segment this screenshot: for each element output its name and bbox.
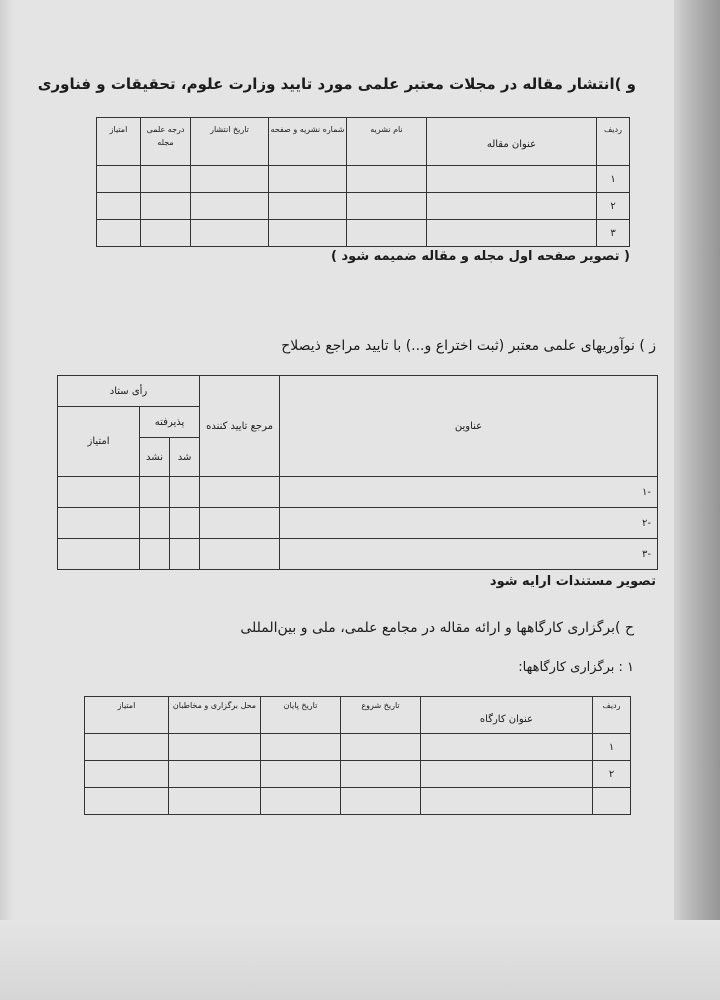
table-row xyxy=(58,477,658,508)
row-label: -۱ xyxy=(280,477,658,508)
section-h-subheading: ۱ : برگزاری کارگاهها: xyxy=(518,660,634,675)
table-cell xyxy=(85,761,169,788)
col-header-accepted: پذیرفته xyxy=(140,407,200,438)
scan-right-edge xyxy=(674,0,720,1000)
table-cell xyxy=(169,788,261,815)
col-header-venue-audience: محل برگزاری و مخاطبان xyxy=(169,697,261,734)
col-header-titles: عناوین xyxy=(280,376,658,477)
table-cell xyxy=(141,166,191,193)
table-row xyxy=(58,539,658,570)
table-cell xyxy=(141,193,191,220)
articles-table xyxy=(96,117,630,247)
col-header-end-date: تاریخ پایان xyxy=(261,697,341,734)
table-cell xyxy=(269,220,347,247)
table-cell xyxy=(85,788,169,815)
col-header-yes: شد xyxy=(170,438,200,477)
workshops-table xyxy=(84,696,631,815)
table-cell xyxy=(170,477,200,508)
table-cell xyxy=(97,166,141,193)
table-cell xyxy=(170,539,200,570)
table-cell xyxy=(269,166,347,193)
table-cell xyxy=(347,220,427,247)
table-row xyxy=(97,193,630,220)
scan-left-edge xyxy=(0,0,14,1000)
table-cell xyxy=(170,508,200,539)
row-number: ۲ xyxy=(593,761,631,788)
table-cell xyxy=(261,788,341,815)
row-number xyxy=(593,788,631,815)
table-cell xyxy=(169,734,261,761)
scan-bottom-shade xyxy=(0,920,720,1000)
col-header-score: امتیاز xyxy=(58,407,140,477)
col-header-row-number: ردیف xyxy=(597,118,630,166)
table-cell xyxy=(341,734,421,761)
table-cell xyxy=(141,220,191,247)
table-row xyxy=(97,166,630,193)
col-header-score: امتیاز xyxy=(85,697,169,734)
table-cell xyxy=(191,220,269,247)
col-header-no: نشد xyxy=(140,438,170,477)
table-row xyxy=(58,508,658,539)
table-cell xyxy=(191,166,269,193)
table-cell xyxy=(341,788,421,815)
table-header-row xyxy=(58,376,658,407)
col-header-verifier: مرجع تایید کننده xyxy=(200,376,280,477)
section-h-heading: ح )برگزاری کارگاهها و ارائه مقاله در مجامع علمی، ملی و بین‌المللی xyxy=(240,620,634,636)
table-cell xyxy=(191,193,269,220)
col-header-score: امتیاز xyxy=(97,118,141,166)
table-cell xyxy=(261,734,341,761)
table-cell xyxy=(200,539,280,570)
table-cell xyxy=(269,193,347,220)
table-cell xyxy=(427,220,597,247)
table-row xyxy=(85,761,631,788)
table-header-row xyxy=(97,118,630,166)
table-cell xyxy=(261,761,341,788)
col-header-publish-date: تاریخ انتشار xyxy=(191,118,269,166)
table-cell xyxy=(97,220,141,247)
row-label: -۲ xyxy=(280,508,658,539)
table-cell xyxy=(347,193,427,220)
table-header-row xyxy=(85,697,631,734)
col-header-journal-name: نام نشریه xyxy=(347,118,427,166)
col-header-issue-page: شماره نشریه و صفحه xyxy=(269,118,347,166)
table-cell xyxy=(421,734,593,761)
innovations-table xyxy=(57,375,658,570)
table-cell xyxy=(58,539,140,570)
table-cell xyxy=(200,477,280,508)
col-header-row-number: ردیف xyxy=(593,697,631,734)
section-f-heading: و )انتشار مقاله در مجلات معتبر علمی مورد تایید وزارت علوم، تحقیقات و فناوری xyxy=(37,75,636,93)
table-cell xyxy=(169,761,261,788)
table-cell xyxy=(421,788,593,815)
section-z-heading: ز ) نوآوریهای علمی معتبر (ثبت اختراع و...) با تایید مراجع ذیصلاح xyxy=(281,338,656,354)
row-number: ۲ xyxy=(597,193,630,220)
table-cell xyxy=(58,508,140,539)
row-label: -۳ xyxy=(280,539,658,570)
section-z-note: تصویر مستندات ارایه شود xyxy=(489,574,656,589)
table-cell xyxy=(200,508,280,539)
row-number: ۳ xyxy=(597,220,630,247)
col-header-workshop-title: عنوان کارگاه xyxy=(421,697,593,734)
table-row xyxy=(85,734,631,761)
col-header-committee-vote: رأی ستاد xyxy=(58,376,200,407)
table-cell xyxy=(140,539,170,570)
table-cell xyxy=(85,734,169,761)
table-cell xyxy=(140,508,170,539)
col-header-journal-rank: درجه علمی مجله xyxy=(141,118,191,166)
table-cell xyxy=(97,193,141,220)
table-cell xyxy=(58,477,140,508)
table-cell xyxy=(341,761,421,788)
table-cell xyxy=(140,477,170,508)
col-header-article-title: عنوان مقاله xyxy=(427,118,597,166)
col-header-start-date: تاریخ شروع xyxy=(341,697,421,734)
table-row xyxy=(85,788,631,815)
section-f-note: ( تصویر صفحه اول مجله و مقاله ضمیمه شود ) xyxy=(331,249,630,264)
table-row xyxy=(97,220,630,247)
table-cell xyxy=(427,193,597,220)
table-cell xyxy=(421,761,593,788)
table-cell xyxy=(427,166,597,193)
row-number: ۱ xyxy=(593,734,631,761)
row-number: ۱ xyxy=(597,166,630,193)
table-cell xyxy=(347,166,427,193)
